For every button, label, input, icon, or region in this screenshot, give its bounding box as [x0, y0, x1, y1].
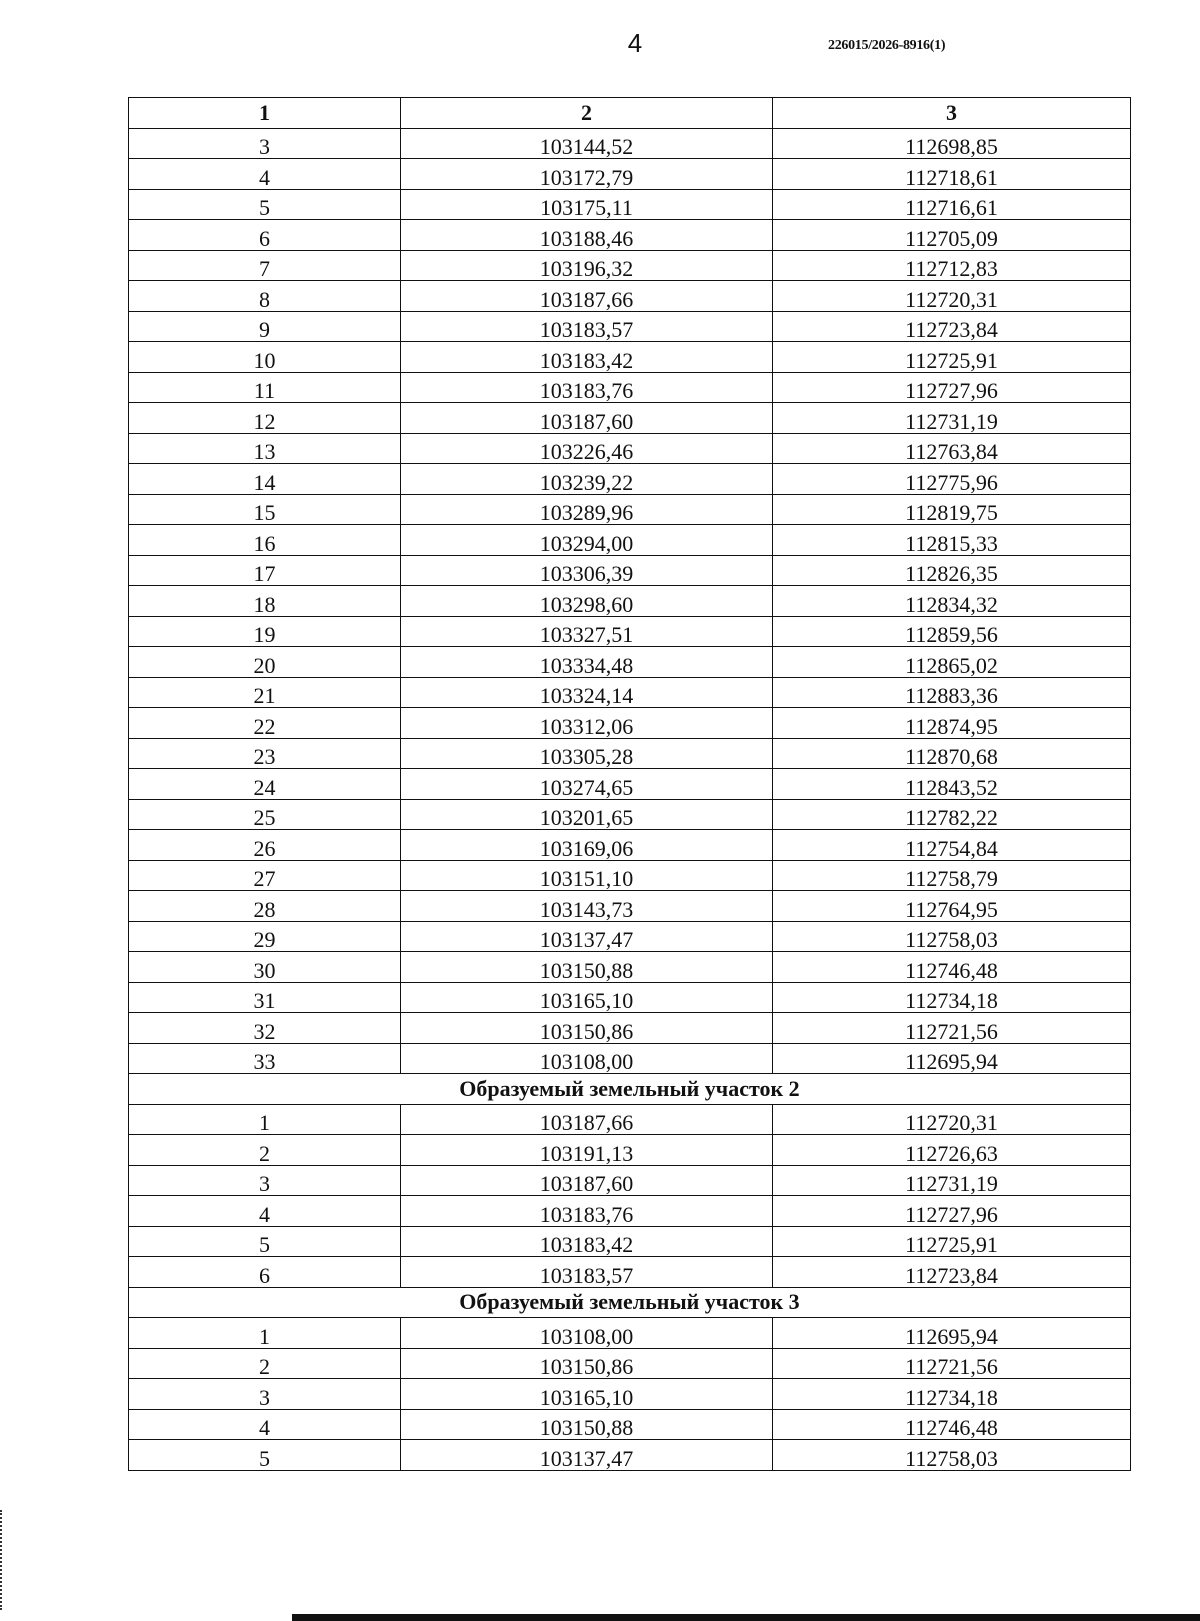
point-number-cell: 3 — [129, 128, 401, 159]
y-coordinate-cell: 112731,19 — [773, 1165, 1131, 1196]
y-coordinate-cell: 112834,32 — [773, 586, 1131, 617]
point-number-cell: 6 — [129, 220, 401, 251]
table-row — [129, 860, 1131, 891]
y-coordinate-cell: 112874,95 — [773, 708, 1131, 739]
x-coordinate-cell: 103183,57 — [401, 311, 773, 342]
x-coordinate-cell: 103150,88 — [401, 952, 773, 983]
table-row — [129, 1135, 1131, 1166]
x-coordinate-cell: 103196,32 — [401, 250, 773, 281]
table-row — [129, 830, 1131, 861]
x-coordinate-cell: 103183,76 — [401, 1196, 773, 1227]
y-coordinate-cell: 112782,22 — [773, 799, 1131, 830]
y-coordinate-cell: 112698,85 — [773, 128, 1131, 159]
table-row — [129, 494, 1131, 525]
point-number-cell: 5 — [129, 1226, 401, 1257]
point-number-cell: 26 — [129, 830, 401, 861]
point-number-cell: 1 — [129, 1318, 401, 1349]
scan-bottom-line — [292, 1614, 1200, 1621]
x-coordinate-cell: 103239,22 — [401, 464, 773, 495]
table-row — [129, 1043, 1131, 1074]
y-coordinate-cell: 112723,84 — [773, 311, 1131, 342]
x-coordinate-cell: 103183,57 — [401, 1257, 773, 1288]
table-header-row — [129, 98, 1131, 129]
y-coordinate-cell: 112826,35 — [773, 555, 1131, 586]
table-row — [129, 281, 1131, 312]
point-number-cell: 8 — [129, 281, 401, 312]
table-row — [129, 189, 1131, 220]
point-number-cell: 14 — [129, 464, 401, 495]
table-row — [129, 1379, 1131, 1410]
point-number-cell: 5 — [129, 189, 401, 220]
x-coordinate-cell: 103165,10 — [401, 982, 773, 1013]
point-number-cell: 4 — [129, 1409, 401, 1440]
y-coordinate-cell: 112712,83 — [773, 250, 1131, 281]
table-row — [129, 464, 1131, 495]
section-title-row — [129, 1074, 1131, 1105]
x-coordinate-cell: 103143,73 — [401, 891, 773, 922]
table-row — [129, 738, 1131, 769]
point-number-cell: 13 — [129, 433, 401, 464]
table-row — [129, 1104, 1131, 1135]
y-coordinate-cell: 112720,31 — [773, 281, 1131, 312]
x-coordinate-cell: 103306,39 — [401, 555, 773, 586]
y-coordinate-cell: 112726,63 — [773, 1135, 1131, 1166]
point-number-cell: 6 — [129, 1257, 401, 1288]
point-number-cell: 30 — [129, 952, 401, 983]
x-coordinate-cell: 103305,28 — [401, 738, 773, 769]
point-number-cell: 18 — [129, 586, 401, 617]
point-number-cell: 23 — [129, 738, 401, 769]
coordinates-table-body — [129, 98, 1131, 1471]
point-number-cell: 5 — [129, 1440, 401, 1471]
y-coordinate-cell: 112727,96 — [773, 1196, 1131, 1227]
table-row — [129, 1013, 1131, 1044]
x-coordinate-cell: 103183,42 — [401, 342, 773, 373]
point-number-cell: 12 — [129, 403, 401, 434]
point-number-cell: 33 — [129, 1043, 401, 1074]
point-number-cell: 20 — [129, 647, 401, 678]
column-header-point: 1 — [129, 98, 401, 129]
x-coordinate-cell: 103187,60 — [401, 403, 773, 434]
table-row — [129, 220, 1131, 251]
table-row — [129, 1318, 1131, 1349]
table-row — [129, 1409, 1131, 1440]
column-header-x: 2 — [401, 98, 773, 129]
y-coordinate-cell: 112746,48 — [773, 952, 1131, 983]
table-row — [129, 616, 1131, 647]
y-coordinate-cell: 112725,91 — [773, 342, 1131, 373]
y-coordinate-cell: 112865,02 — [773, 647, 1131, 678]
y-coordinate-cell: 112764,95 — [773, 891, 1131, 922]
x-coordinate-cell: 103150,86 — [401, 1348, 773, 1379]
table-row — [129, 403, 1131, 434]
table-row — [129, 982, 1131, 1013]
x-coordinate-cell: 103298,60 — [401, 586, 773, 617]
point-number-cell: 29 — [129, 921, 401, 952]
y-coordinate-cell: 112721,56 — [773, 1013, 1131, 1044]
y-coordinate-cell: 112754,84 — [773, 830, 1131, 861]
table-row — [129, 372, 1131, 403]
x-coordinate-cell: 103165,10 — [401, 1379, 773, 1410]
x-coordinate-cell: 103150,88 — [401, 1409, 773, 1440]
x-coordinate-cell: 103108,00 — [401, 1318, 773, 1349]
point-number-cell: 16 — [129, 525, 401, 556]
point-number-cell: 32 — [129, 1013, 401, 1044]
y-coordinate-cell: 112758,03 — [773, 921, 1131, 952]
x-coordinate-cell: 103144,52 — [401, 128, 773, 159]
x-coordinate-cell: 103108,00 — [401, 1043, 773, 1074]
y-coordinate-cell: 112815,33 — [773, 525, 1131, 556]
table-row — [129, 342, 1131, 373]
table-row — [129, 1257, 1131, 1288]
y-coordinate-cell: 112705,09 — [773, 220, 1131, 251]
point-number-cell: 4 — [129, 1196, 401, 1227]
x-coordinate-cell: 103324,14 — [401, 677, 773, 708]
y-coordinate-cell: 112718,61 — [773, 159, 1131, 190]
x-coordinate-cell: 103175,11 — [401, 189, 773, 220]
table-row — [129, 921, 1131, 952]
table-row — [129, 891, 1131, 922]
x-coordinate-cell: 103137,47 — [401, 921, 773, 952]
page-number: 4 — [627, 28, 643, 58]
table-row — [129, 1196, 1131, 1227]
column-header-y: 3 — [773, 98, 1131, 129]
table-row — [129, 586, 1131, 617]
x-coordinate-cell: 103294,00 — [401, 525, 773, 556]
point-number-cell: 1 — [129, 1104, 401, 1135]
point-number-cell: 2 — [129, 1135, 401, 1166]
table-row — [129, 525, 1131, 556]
table-row — [129, 708, 1131, 739]
x-coordinate-cell: 103188,46 — [401, 220, 773, 251]
x-coordinate-cell: 103191,13 — [401, 1135, 773, 1166]
point-number-cell: 4 — [129, 159, 401, 190]
x-coordinate-cell: 103187,66 — [401, 281, 773, 312]
x-coordinate-cell: 103312,06 — [401, 708, 773, 739]
x-coordinate-cell: 103327,51 — [401, 616, 773, 647]
point-number-cell: 3 — [129, 1379, 401, 1410]
x-coordinate-cell: 103334,48 — [401, 647, 773, 678]
y-coordinate-cell: 112734,18 — [773, 1379, 1131, 1410]
point-number-cell: 9 — [129, 311, 401, 342]
point-number-cell: 24 — [129, 769, 401, 800]
x-coordinate-cell: 103289,96 — [401, 494, 773, 525]
point-number-cell: 2 — [129, 1348, 401, 1379]
table-row — [129, 250, 1131, 281]
x-coordinate-cell: 103183,76 — [401, 372, 773, 403]
point-number-cell: 3 — [129, 1165, 401, 1196]
coordinates-table — [128, 97, 1131, 1471]
x-coordinate-cell: 103187,60 — [401, 1165, 773, 1196]
table-row — [129, 433, 1131, 464]
y-coordinate-cell: 112775,96 — [773, 464, 1131, 495]
y-coordinate-cell: 112763,84 — [773, 433, 1131, 464]
section-title: Образуемый земельный участок 2 — [129, 1074, 1131, 1105]
y-coordinate-cell: 112758,79 — [773, 860, 1131, 891]
table-row — [129, 1348, 1131, 1379]
y-coordinate-cell: 112723,84 — [773, 1257, 1131, 1288]
table-row — [129, 952, 1131, 983]
y-coordinate-cell: 112870,68 — [773, 738, 1131, 769]
y-coordinate-cell: 112883,36 — [773, 677, 1131, 708]
x-coordinate-cell: 103150,86 — [401, 1013, 773, 1044]
y-coordinate-cell: 112721,56 — [773, 1348, 1131, 1379]
point-number-cell: 17 — [129, 555, 401, 586]
point-number-cell: 19 — [129, 616, 401, 647]
scan-edge-marks — [0, 1510, 5, 1610]
y-coordinate-cell: 112746,48 — [773, 1409, 1131, 1440]
section-title-row — [129, 1287, 1131, 1318]
x-coordinate-cell: 103274,65 — [401, 769, 773, 800]
table-row — [129, 555, 1131, 586]
y-coordinate-cell: 112843,52 — [773, 769, 1131, 800]
x-coordinate-cell: 103151,10 — [401, 860, 773, 891]
y-coordinate-cell: 112758,03 — [773, 1440, 1131, 1471]
point-number-cell: 22 — [129, 708, 401, 739]
point-number-cell: 27 — [129, 860, 401, 891]
section-title: Образуемый земельный участок 3 — [129, 1287, 1131, 1318]
x-coordinate-cell: 103201,65 — [401, 799, 773, 830]
y-coordinate-cell: 112725,91 — [773, 1226, 1131, 1257]
table-row — [129, 1440, 1131, 1471]
x-coordinate-cell: 103183,42 — [401, 1226, 773, 1257]
point-number-cell: 15 — [129, 494, 401, 525]
table-row — [129, 799, 1131, 830]
y-coordinate-cell: 112716,61 — [773, 189, 1131, 220]
table-row — [129, 128, 1131, 159]
document-reference: 226015/2026-8916(1) — [828, 38, 946, 53]
y-coordinate-cell: 112731,19 — [773, 403, 1131, 434]
point-number-cell: 11 — [129, 372, 401, 403]
table-row — [129, 647, 1131, 678]
x-coordinate-cell: 103187,66 — [401, 1104, 773, 1135]
point-number-cell: 31 — [129, 982, 401, 1013]
y-coordinate-cell: 112695,94 — [773, 1318, 1131, 1349]
y-coordinate-cell: 112859,56 — [773, 616, 1131, 647]
table-row — [129, 1165, 1131, 1196]
y-coordinate-cell: 112819,75 — [773, 494, 1131, 525]
y-coordinate-cell: 112734,18 — [773, 982, 1131, 1013]
y-coordinate-cell: 112720,31 — [773, 1104, 1131, 1135]
point-number-cell: 10 — [129, 342, 401, 373]
table-row — [129, 677, 1131, 708]
point-number-cell: 28 — [129, 891, 401, 922]
y-coordinate-cell: 112695,94 — [773, 1043, 1131, 1074]
table-row — [129, 1226, 1131, 1257]
x-coordinate-cell: 103169,06 — [401, 830, 773, 861]
x-coordinate-cell: 103172,79 — [401, 159, 773, 190]
table-row — [129, 311, 1131, 342]
table-row — [129, 769, 1131, 800]
point-number-cell: 21 — [129, 677, 401, 708]
point-number-cell: 25 — [129, 799, 401, 830]
x-coordinate-cell: 103137,47 — [401, 1440, 773, 1471]
point-number-cell: 7 — [129, 250, 401, 281]
table-row — [129, 159, 1131, 190]
x-coordinate-cell: 103226,46 — [401, 433, 773, 464]
y-coordinate-cell: 112727,96 — [773, 372, 1131, 403]
